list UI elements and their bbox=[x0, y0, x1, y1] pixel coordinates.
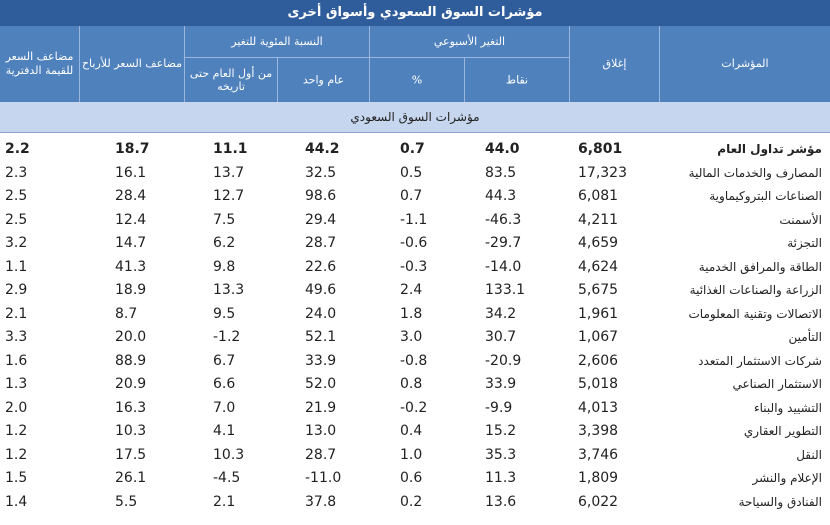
table-row bbox=[0, 467, 830, 491]
cell-close: 4,624 bbox=[578, 258, 619, 275]
section-saudi-market: مؤشرات السوق السعودي bbox=[0, 102, 830, 133]
cell-indicator-name: الزراعة والصناعات الغذائية bbox=[689, 283, 822, 297]
cell-indicator-name: شركات الاستثمار المتعدد bbox=[698, 353, 822, 368]
cell-close: 4,659 bbox=[578, 235, 619, 251]
cell-ytd: 12.7 bbox=[213, 188, 245, 204]
cell-close: 6,081 bbox=[578, 188, 619, 204]
cell-indicator-name: التشييد والبناء bbox=[754, 400, 822, 415]
cell-indicator-name: الفنادق والسياحة bbox=[738, 494, 822, 509]
cell-one-year: 28.7 bbox=[305, 235, 337, 251]
cell-points: 13.6 bbox=[485, 493, 517, 510]
cell-close: 6,022 bbox=[578, 493, 619, 510]
cell-percent: 1.8 bbox=[400, 305, 423, 322]
cell-pbv: 1.6 bbox=[5, 352, 28, 369]
table-row bbox=[0, 279, 830, 303]
cell-ytd: 10.3 bbox=[213, 446, 245, 463]
cell-one-year: 44.2 bbox=[305, 141, 340, 157]
table-row bbox=[0, 232, 830, 256]
cell-one-year: 52.1 bbox=[305, 329, 337, 345]
cell-percent: 0.7 bbox=[400, 188, 423, 204]
cell-pbv: 3.2 bbox=[5, 235, 28, 251]
cell-indicator-name: الصناعات البتروكيماوية bbox=[709, 189, 822, 203]
cell-percent: 0.4 bbox=[400, 423, 423, 439]
cell-one-year: 52.0 bbox=[305, 376, 337, 392]
cell-ytd: 13.7 bbox=[213, 164, 245, 181]
cell-pe: 18.9 bbox=[115, 282, 147, 298]
cell-one-year: 98.6 bbox=[305, 188, 337, 204]
cell-ytd: 6.7 bbox=[213, 352, 236, 369]
table-row bbox=[0, 420, 830, 444]
cell-one-year: -11.0 bbox=[305, 470, 342, 486]
cell-ytd: 11.1 bbox=[213, 141, 248, 157]
header-pct-change-group: النسبة المئوية للتغير bbox=[185, 26, 370, 58]
cell-pe: 16.3 bbox=[115, 399, 147, 416]
cell-ytd: -4.5 bbox=[213, 470, 241, 486]
cell-percent: -0.6 bbox=[400, 235, 428, 251]
table-row bbox=[0, 162, 830, 186]
cell-close: 2,606 bbox=[578, 352, 619, 369]
cell-indicator-name: الاتصالات وتقنية المعلومات bbox=[688, 306, 822, 321]
cell-pbv: 2.1 bbox=[5, 305, 28, 322]
cell-one-year: 29.4 bbox=[305, 211, 337, 228]
cell-close: 3,398 bbox=[578, 423, 619, 439]
cell-points: 30.7 bbox=[485, 329, 517, 345]
cell-indicator-name: التأمين bbox=[788, 330, 822, 344]
cell-close: 5,675 bbox=[578, 282, 619, 298]
cell-points: 44.3 bbox=[485, 188, 517, 204]
cell-ytd: 6.6 bbox=[213, 376, 236, 392]
header-close: إغلاق bbox=[570, 26, 660, 102]
cell-one-year: 21.9 bbox=[305, 399, 337, 416]
cell-percent: 0.6 bbox=[400, 470, 423, 486]
header-weekly-change-group: التغير الأسبوعي bbox=[370, 26, 570, 58]
cell-ytd: 2.1 bbox=[213, 493, 236, 510]
cell-one-year: 37.8 bbox=[305, 493, 337, 510]
cell-percent: 0.8 bbox=[400, 376, 423, 392]
cell-percent: 3.0 bbox=[400, 329, 423, 345]
cell-close: 3,746 bbox=[578, 446, 619, 463]
cell-pe: 5.5 bbox=[115, 493, 138, 510]
cell-points: 11.3 bbox=[485, 470, 517, 486]
header-pe: مضاعف السعر للأرباح bbox=[80, 26, 185, 102]
cell-ytd: 7.5 bbox=[213, 211, 236, 228]
cell-percent: 0.7 bbox=[400, 141, 425, 157]
cell-percent: 0.2 bbox=[400, 493, 423, 510]
cell-one-year: 32.5 bbox=[305, 164, 337, 181]
cell-percent: -0.2 bbox=[400, 399, 428, 416]
cell-pe: 20.9 bbox=[115, 376, 147, 392]
table-row bbox=[0, 209, 830, 233]
table-row bbox=[0, 138, 830, 162]
table-row bbox=[0, 373, 830, 397]
header-indicators: المؤشرات bbox=[660, 26, 830, 102]
table-row bbox=[0, 256, 830, 280]
cell-ytd: 4.1 bbox=[213, 423, 236, 439]
cell-points: 83.5 bbox=[485, 164, 517, 181]
table-title: مؤشرات السوق السعودي وأسواق أخرى bbox=[0, 0, 830, 26]
cell-points: 133.1 bbox=[485, 282, 526, 298]
cell-pe: 88.9 bbox=[115, 352, 147, 369]
cell-pe: 26.1 bbox=[115, 470, 147, 486]
table-body bbox=[0, 138, 830, 514]
cell-one-year: 28.7 bbox=[305, 446, 337, 463]
cell-ytd: -1.2 bbox=[213, 329, 241, 345]
cell-pe: 14.7 bbox=[115, 235, 147, 251]
cell-points: -46.3 bbox=[485, 211, 522, 228]
cell-close: 4,013 bbox=[578, 399, 619, 416]
cell-close: 1,067 bbox=[578, 329, 619, 345]
cell-indicator-name: النقل bbox=[796, 447, 822, 462]
cell-close: 1,809 bbox=[578, 470, 619, 486]
cell-percent: 2.4 bbox=[400, 282, 423, 298]
cell-pbv: 2.9 bbox=[5, 282, 28, 298]
cell-pbv: 1.2 bbox=[5, 423, 28, 439]
cell-pe: 28.4 bbox=[115, 188, 147, 204]
cell-pbv: 2.2 bbox=[5, 141, 30, 157]
cell-pe: 20.0 bbox=[115, 329, 147, 345]
cell-percent: -0.3 bbox=[400, 258, 428, 275]
cell-close: 6,801 bbox=[578, 141, 623, 157]
cell-one-year: 22.6 bbox=[305, 258, 337, 275]
cell-pbv: 2.0 bbox=[5, 399, 28, 416]
header-ytd: من أول العام حتى تاريخه bbox=[185, 58, 278, 102]
cell-points: 15.2 bbox=[485, 423, 517, 439]
cell-pe: 10.3 bbox=[115, 423, 147, 439]
table-row bbox=[0, 444, 830, 468]
cell-indicator-name: مؤشر تداول العام bbox=[717, 142, 822, 156]
cell-points: -9.9 bbox=[485, 399, 513, 416]
cell-points: 33.9 bbox=[485, 376, 517, 392]
cell-percent: -1.1 bbox=[400, 211, 428, 228]
cell-pbv: 3.3 bbox=[5, 329, 28, 345]
cell-points: 34.2 bbox=[485, 305, 517, 322]
cell-ytd: 13.3 bbox=[213, 282, 245, 298]
cell-pe: 16.1 bbox=[115, 164, 147, 181]
cell-ytd: 6.2 bbox=[213, 235, 236, 251]
table-row bbox=[0, 491, 830, 515]
cell-ytd: 9.5 bbox=[213, 305, 236, 322]
cell-pbv: 1.4 bbox=[5, 493, 28, 510]
cell-indicator-name: الطاقة والمرافق الخدمية bbox=[698, 259, 822, 274]
cell-pbv: 1.2 bbox=[5, 446, 28, 463]
cell-pbv: 1.3 bbox=[5, 376, 28, 392]
cell-pe: 8.7 bbox=[115, 305, 138, 322]
cell-percent: 1.0 bbox=[400, 446, 423, 463]
cell-indicator-name: الأسمنت bbox=[779, 212, 822, 227]
cell-points: -20.9 bbox=[485, 352, 522, 369]
cell-percent: 0.5 bbox=[400, 164, 423, 181]
cell-pbv: 1.1 bbox=[5, 258, 28, 275]
cell-percent: -0.8 bbox=[400, 352, 428, 369]
cell-pbv: 1.5 bbox=[5, 470, 28, 486]
cell-one-year: 33.9 bbox=[305, 352, 337, 369]
cell-indicator-name: التطوير العقاري bbox=[743, 424, 822, 438]
cell-one-year: 24.0 bbox=[305, 305, 337, 322]
cell-points: -14.0 bbox=[485, 258, 522, 275]
table-row bbox=[0, 350, 830, 374]
cell-one-year: 49.6 bbox=[305, 282, 337, 298]
cell-indicator-name: التجزئة bbox=[787, 236, 822, 250]
table-row bbox=[0, 303, 830, 327]
cell-pbv: 2.5 bbox=[5, 211, 28, 228]
cell-close: 1,961 bbox=[578, 305, 619, 322]
header-pbv: مضاعف السعر للقيمة الدفترية bbox=[0, 26, 80, 102]
cell-indicator-name: الإعلام والنشر bbox=[752, 471, 822, 485]
cell-close: 5,018 bbox=[578, 376, 619, 392]
header-percent: % bbox=[370, 58, 465, 102]
cell-pe: 18.7 bbox=[115, 141, 150, 157]
cell-ytd: 7.0 bbox=[213, 399, 236, 416]
table-row bbox=[0, 326, 830, 350]
cell-points: 44.0 bbox=[485, 141, 520, 157]
cell-points: -29.7 bbox=[485, 235, 522, 251]
cell-indicator-name: الاستثمار الصناعي bbox=[732, 377, 822, 391]
cell-points: 35.3 bbox=[485, 446, 517, 463]
cell-ytd: 9.8 bbox=[213, 258, 236, 275]
cell-indicator-name: المصارف والخدمات المالية bbox=[688, 165, 822, 180]
cell-pbv: 2.3 bbox=[5, 164, 28, 181]
cell-close: 4,211 bbox=[578, 211, 619, 228]
table-row bbox=[0, 185, 830, 209]
cell-pbv: 2.5 bbox=[5, 188, 28, 204]
cell-pe: 41.3 bbox=[115, 258, 147, 275]
cell-pe: 17.5 bbox=[115, 446, 147, 463]
table-row bbox=[0, 397, 830, 421]
cell-pe: 12.4 bbox=[115, 211, 147, 228]
header-points: نقاط bbox=[465, 58, 570, 102]
header-one-year: عام واحد bbox=[278, 58, 370, 102]
cell-close: 17,323 bbox=[578, 164, 627, 181]
cell-one-year: 13.0 bbox=[305, 423, 337, 439]
